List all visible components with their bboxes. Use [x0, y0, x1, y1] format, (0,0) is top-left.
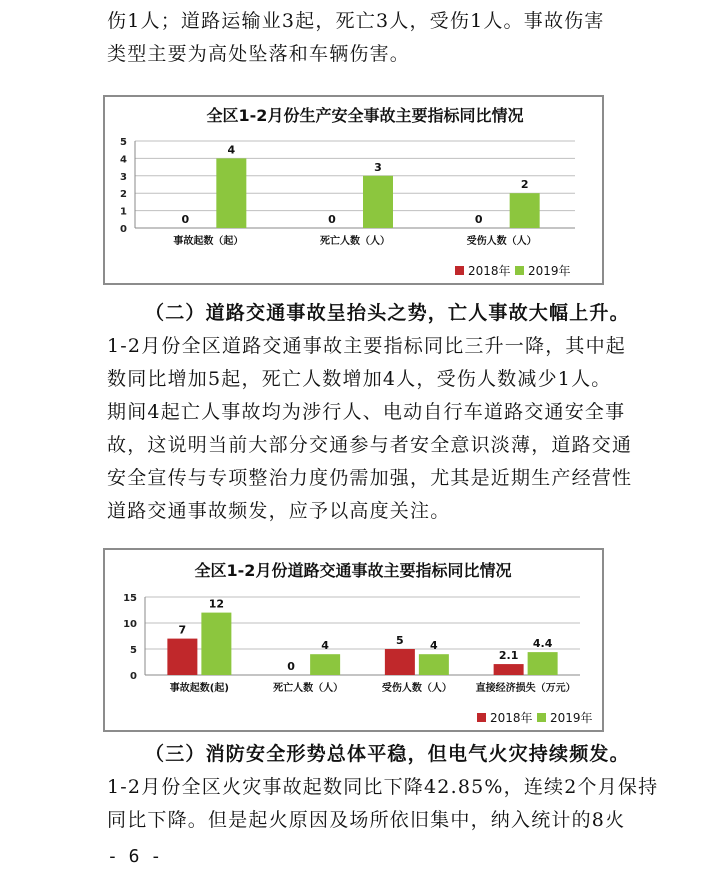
section3-heading: （三）消防安全形势总体平稳，但电气火灾持续频发。	[145, 743, 630, 765]
legend-label: 2018年	[468, 264, 511, 278]
text-line: 1-2月份全区道路交通事故主要指标同比三升一降，其中起	[107, 335, 626, 357]
bar	[310, 654, 340, 675]
bar	[494, 664, 524, 675]
page-number: - 6 -	[107, 846, 162, 867]
text-line: 安全宣传与专项整治力度仍需加强，尤其是近期生产经营性	[107, 467, 633, 489]
y-tick-label: 1	[120, 206, 127, 218]
legend-label: 2019年	[550, 711, 593, 725]
x-tick-label: 受伤人数（人）	[381, 683, 452, 694]
intro-paragraph	[107, 5, 627, 71]
data-label: 2	[520, 178, 529, 192]
x-tick-label: 死亡人数（人）	[320, 236, 390, 247]
legend-label: 2019年	[528, 264, 571, 278]
section2-heading: （二）道路交通事故呈抬头之势，亡人事故大幅上升。	[145, 302, 630, 324]
bar	[510, 193, 540, 228]
data-label: 5	[396, 634, 404, 647]
data-label: 2.1	[498, 649, 519, 663]
bar	[167, 639, 197, 675]
data-label: 0	[474, 213, 483, 226]
text-line: 类型主要为高处坠落和车辆伤害。	[107, 43, 411, 65]
legend-swatch	[515, 266, 524, 275]
bar	[216, 158, 246, 228]
data-label: 0	[328, 213, 336, 226]
data-label: 12	[208, 597, 225, 611]
legend-label: 2018年	[490, 711, 533, 725]
x-tick-label: 受伤人数（人）	[466, 236, 537, 247]
data-label: 0	[287, 660, 295, 673]
legend-swatch	[537, 713, 546, 722]
legend-swatch	[455, 266, 464, 275]
x-tick-label: 直接经济损失（万元）	[475, 683, 576, 694]
section3-paragraph	[107, 738, 659, 837]
bar	[201, 613, 231, 675]
text-line: 1-2月份全区火灾事故起数同比下降42.85%，连续2个月保持	[107, 776, 659, 798]
text-line: 伤1人；道路运输业3起，死亡3人，受伤1人。事故伤害	[107, 10, 605, 32]
chart-title: 全区1-2月份生产安全事故主要指标同比情况	[206, 106, 524, 125]
bar	[363, 176, 393, 228]
y-tick-label: 10	[123, 619, 137, 630]
y-tick-label: 4	[120, 154, 127, 166]
text-line: 故，这说明当前大部分交通参与者安全意识淡薄，道路交通	[107, 434, 633, 456]
data-label: 4	[227, 143, 236, 157]
bar	[419, 654, 449, 675]
text-line: 期间4起亡人事故均为涉行人、电动自行车道路交通安全事	[107, 401, 626, 423]
chart1-svg	[105, 97, 602, 283]
data-label: 4.4	[532, 637, 553, 651]
y-tick-label: 15	[123, 593, 137, 604]
bar	[528, 652, 558, 675]
data-label: 3	[374, 160, 382, 174]
text-line: 数同比增加5起，死亡人数增加4人，受伤人数减少1人。	[107, 368, 612, 390]
y-tick-label: 3	[120, 171, 127, 183]
y-tick-label: 5	[130, 645, 137, 656]
text-line: 道路交通事故频发，应予以高度关注。	[107, 500, 451, 522]
chart2-svg	[105, 550, 602, 730]
chart-workplace-safety	[103, 95, 604, 285]
chart-road-traffic	[103, 548, 604, 732]
data-label: 4	[430, 639, 438, 653]
y-tick-label: 2	[120, 189, 127, 201]
section2-paragraph	[107, 297, 633, 528]
y-tick-label: 0	[120, 224, 127, 235]
x-tick-label: 事故起数(起)	[169, 683, 229, 694]
data-label: 4	[321, 639, 329, 653]
text-line: 同比下降。但是起火原因及场所依旧集中，纳入统计的8火	[107, 809, 626, 831]
data-label: 0	[181, 213, 190, 226]
legend-swatch	[477, 713, 486, 722]
y-tick-label: 5	[120, 137, 127, 148]
bar	[385, 649, 415, 675]
data-label: 7	[178, 623, 187, 637]
x-tick-label: 事故起数（起）	[173, 236, 244, 247]
y-tick-label: 0	[130, 671, 137, 682]
chart-title: 全区1-2月份道路交通事故主要指标同比情况	[194, 561, 512, 580]
x-tick-label: 死亡人数（人）	[273, 683, 344, 694]
